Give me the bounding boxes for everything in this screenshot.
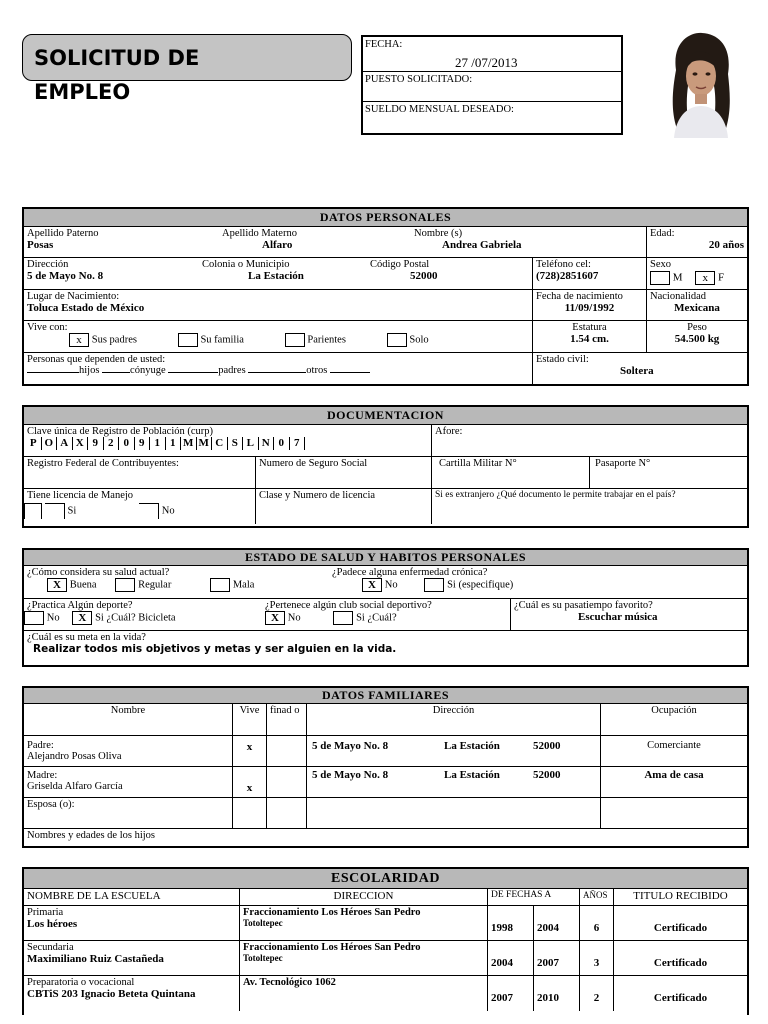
salud-question: ¿Cómo considera su salud actual? <box>27 567 170 578</box>
meta-value[interactable]: Realizar todos mis objetivos y metas y ser alguien en la vida. <box>33 643 397 655</box>
curp-value[interactable] <box>26 437 428 450</box>
padre-row <box>24 736 747 767</box>
meta-question: ¿Cuál es su meta en la vida? <box>27 632 146 643</box>
esposa-row <box>24 798 747 829</box>
cronica-no-label: No <box>384 579 398 591</box>
nacionalidad-label: Nacionalidad <box>650 291 706 302</box>
apellido-paterno-value[interactable]: Posas <box>27 239 54 251</box>
col-titulo: TITULO RECIBIDO <box>633 890 728 902</box>
club-question: ¿Pertenece algún club social deportivo? <box>265 600 432 611</box>
estatura-label: Estatura <box>572 322 607 333</box>
col-direccion-escuela: DIRECCION <box>240 889 488 905</box>
telefono-value[interactable]: (728)2851607 <box>536 270 599 282</box>
col-fechas: DE FECHAS A <box>488 889 580 905</box>
edad-value[interactable]: 20 años <box>708 239 744 251</box>
col-direccion: Dirección <box>307 704 601 735</box>
apellido-materno-value[interactable]: Alfaro <box>262 239 293 251</box>
vive-solo-checkbox[interactable] <box>387 333 407 347</box>
nivel-label: Secundaria <box>27 942 74 953</box>
familiares-section <box>22 686 749 848</box>
escuela-direccion-2[interactable]: Totoltepec <box>243 918 283 928</box>
fecha-de[interactable]: 2007 <box>488 976 534 1011</box>
fecha-de[interactable]: 1998 <box>488 906 534 940</box>
club-si-checkbox[interactable] <box>333 611 353 625</box>
telefono-label: Teléfono cel: <box>536 259 591 270</box>
padre-finado[interactable] <box>267 736 307 766</box>
escuela-direccion[interactable]: Av. Tecnológico 1062 <box>243 977 336 988</box>
sexo-m-checkbox[interactable] <box>650 271 670 285</box>
curp-char: L <box>243 437 259 450</box>
nss-label[interactable]: Numero de Seguro Social <box>259 458 368 469</box>
vive-parientes-checkbox[interactable] <box>285 333 305 347</box>
cronica-si-label: Si (especifique) <box>447 579 514 591</box>
salud-regular-checkbox[interactable] <box>115 578 135 592</box>
nacionalidad-value[interactable]: Mexicana <box>674 302 720 314</box>
col-anos: AÑOS <box>580 889 614 905</box>
datos-personales-section <box>22 207 749 386</box>
lugar-nacimiento-label: Lugar de Nacimiento: <box>27 291 120 302</box>
pasatiempo-value[interactable]: Escuchar música <box>578 611 658 623</box>
curp-char: M <box>197 437 213 450</box>
fecha-nacimiento-label: Fecha de nacimiento <box>536 291 623 302</box>
anos-value[interactable]: 6 <box>580 906 614 940</box>
sexo-f-label: F <box>718 271 725 284</box>
dep-hijos: hijos <box>79 365 100 376</box>
escolaridad-section <box>22 867 749 1015</box>
curp-char: A <box>57 437 73 450</box>
escuela-direccion[interactable]: Fraccionamiento Los Héroes San Pedro <box>243 942 421 953</box>
madre-colonia[interactable]: La Estación <box>444 769 500 781</box>
salud-section <box>22 548 749 667</box>
curp-label: Clave única de Registro de Población (curp) <box>27 426 214 437</box>
sexo-m-label: M <box>672 271 683 284</box>
curp-char: 0 <box>274 437 290 450</box>
salud-buena-label: Buena <box>69 579 97 591</box>
anos-value[interactable]: 2 <box>580 976 614 1011</box>
extranjero-label[interactable]: Si es extranjero ¿Qué documento le permite trabajar en el país? <box>435 490 676 500</box>
vive-con-label: Vive con: <box>27 322 68 333</box>
salud-title: ESTADO DE SALUD Y HABITOS PERSONALES <box>24 550 747 566</box>
curp-char: 7 <box>290 437 306 450</box>
salud-mala-checkbox[interactable] <box>210 578 230 592</box>
escolaridad-row <box>24 906 747 941</box>
licencia-no-label: No <box>161 505 175 517</box>
fecha-de[interactable]: 2004 <box>488 941 534 975</box>
deporte-question: ¿Practica Algún deporte? <box>27 600 133 611</box>
salud-regular-label: Regular <box>138 579 172 591</box>
fecha-value[interactable]: 27 /07/2013 <box>455 55 518 70</box>
licencia-si-label: Si <box>67 505 77 517</box>
deporte-si-checkbox[interactable]: X <box>72 611 92 625</box>
curp-char: X <box>73 437 89 450</box>
esposa-label[interactable]: Esposa (o): <box>27 799 75 810</box>
col-nombre: Nombre <box>24 704 233 735</box>
pasaporte-label[interactable]: Pasaporte N° <box>595 458 651 469</box>
curp-char: N <box>259 437 275 450</box>
direccion-value[interactable]: 5 de Mayo No. 8 <box>27 270 104 282</box>
peso-value[interactable]: 54.500 kg <box>674 333 720 345</box>
curp-char: 1 <box>166 437 182 450</box>
direccion-label: Dirección <box>27 259 69 270</box>
deporte-si-label: Si ¿Cuál? Bicicleta <box>95 612 176 624</box>
sexo-label: Sexo <box>650 259 671 270</box>
col-finado: finad o <box>267 704 307 735</box>
vive-padres-checkbox[interactable]: x <box>69 333 89 347</box>
rfc-label[interactable]: Registro Federal de Contribuyentes: <box>27 458 179 469</box>
fecha-a[interactable]: 2010 <box>534 976 580 1011</box>
vive-familia-label: Su familia <box>200 334 244 346</box>
applicant-photo <box>662 30 738 138</box>
form-title-line1: SOLICITUD DE <box>34 46 200 70</box>
escolaridad-row <box>24 941 747 976</box>
vive-solo-label: Solo <box>409 334 429 346</box>
escolaridad-title: ESCOLARIDAD <box>24 869 747 889</box>
cronica-si-checkbox[interactable] <box>424 578 444 592</box>
salud-mala-label: Mala <box>232 579 255 591</box>
curp-char: S <box>228 437 244 450</box>
deporte-no-checkbox[interactable] <box>24 611 44 625</box>
deporte-no-label: No <box>46 612 60 624</box>
pasatiempo-question: ¿Cuál es su pasatiempo favorito? <box>514 600 653 611</box>
club-si-label: Si ¿Cuál? <box>356 612 397 624</box>
peso-label: Peso <box>687 322 707 333</box>
anos-value[interactable]: 3 <box>580 941 614 975</box>
escuela-nombre[interactable]: Maximiliano Ruiz Castañeda <box>27 953 164 965</box>
padre-direccion[interactable]: 5 de Mayo No. 8 <box>312 740 389 752</box>
escuela-nombre[interactable]: CBTiS 203 Ignacio Beteta Quintana <box>27 988 196 1000</box>
curp-char: 2 <box>104 437 120 450</box>
club-no-checkbox[interactable]: X <box>265 611 285 625</box>
cp-label: Código Postal <box>370 259 430 270</box>
madre-label: Madre: <box>27 770 58 781</box>
cronica-no-checkbox[interactable]: X <box>362 578 382 592</box>
estado-civil-value[interactable]: Soltera <box>620 365 654 377</box>
madre-nombre[interactable]: Griselda Alfaro García <box>27 781 123 792</box>
documentacion-title: DOCUMENTACION <box>24 407 747 425</box>
col-escuela: NOMBRE DE LA ESCUELA <box>24 889 240 905</box>
licencia-no-checkbox[interactable] <box>139 503 159 519</box>
curp-char: C <box>212 437 228 450</box>
lugar-nacimiento-value[interactable]: Toluca Estado de México <box>27 302 145 314</box>
nivel-label: Preparatoria o vocacional <box>27 977 135 988</box>
padre-label: Padre: <box>27 740 54 751</box>
padre-ocupacion[interactable]: Comerciante <box>647 740 701 751</box>
club-no-label: No <box>287 612 301 624</box>
vive-padres-label: Sus padres <box>91 334 137 346</box>
apellido-materno-label: Apellido Materno <box>222 228 297 239</box>
afore-label[interactable]: Afore: <box>435 426 463 437</box>
curp-char: 1 <box>150 437 166 450</box>
form-title-line2: EMPLEO <box>34 80 131 104</box>
cronica-question: ¿Padece alguna enfermedad crónica? <box>332 567 488 578</box>
cartilla-label[interactable]: Cartilla Militar N° <box>439 458 517 469</box>
curp-char: P <box>26 437 42 450</box>
salud-buena-checkbox[interactable]: X <box>47 578 67 592</box>
sexo-f-checkbox[interactable]: x <box>695 271 715 285</box>
datos-personales-title: DATOS PERSONALES <box>24 209 747 227</box>
documentacion-section <box>22 405 749 528</box>
fecha-label: FECHA: <box>365 39 403 50</box>
curp-char: 0 <box>119 437 135 450</box>
titulo-value[interactable]: Certificado <box>653 992 708 1004</box>
col-vive: Vive <box>233 704 267 735</box>
dep-otros: otros <box>306 365 328 376</box>
escuela-nombre[interactable]: Los héroes <box>27 918 78 930</box>
escuela-direccion[interactable]: Fraccionamiento Los Héroes San Pedro <box>243 907 421 918</box>
hijos-label[interactable]: Nombres y edades de los hijos <box>27 830 156 841</box>
vive-familia-checkbox[interactable] <box>178 333 198 347</box>
header-info-box <box>361 35 623 135</box>
vive-parientes-label: Parientes <box>307 334 346 346</box>
colonia-value[interactable]: La Estación <box>248 270 304 282</box>
madre-direccion[interactable]: 5 de Mayo No. 8 <box>312 769 389 781</box>
madre-cp[interactable]: 52000 <box>533 769 561 781</box>
curp-char: 9 <box>135 437 151 450</box>
sueldo-label[interactable]: SUELDO MENSUAL DESEADO: <box>365 104 514 115</box>
licencia-label: Tiene licencia de Manejo <box>27 490 134 501</box>
clase-licencia-label[interactable]: Clase y Numero de licencia <box>259 490 376 501</box>
madre-ocupacion[interactable]: Ama de casa <box>644 769 704 781</box>
escolaridad-row <box>24 976 747 1011</box>
edad-label: Edad: <box>650 228 675 239</box>
estado-civil-label: Estado civil: <box>536 354 589 365</box>
madre-finado[interactable] <box>267 767 307 797</box>
familiares-title: DATOS FAMILIARES <box>24 688 747 704</box>
fecha-a[interactable]: 2007 <box>534 941 580 975</box>
dep-conyuge: cónyuge <box>130 365 166 376</box>
cp-value[interactable]: 52000 <box>410 270 438 282</box>
curp-char: O <box>42 437 58 450</box>
titulo-value[interactable]: Certificado <box>653 922 708 934</box>
nombre-label: Nombre (s) <box>414 228 463 239</box>
curp-char: M <box>181 437 197 450</box>
licencia-si-checkbox[interactable] <box>45 503 65 519</box>
fecha-nacimiento-value[interactable]: 11/09/1992 <box>564 302 615 314</box>
nombre-value[interactable]: Andrea Gabriela <box>442 239 522 251</box>
fecha-a[interactable]: 2004 <box>534 906 580 940</box>
nivel-label: Primaria <box>27 907 64 918</box>
padre-colonia[interactable]: La Estación <box>444 740 500 752</box>
dep-padres: padres <box>218 365 246 376</box>
escuela-direccion-2[interactable]: Totoltepec <box>243 953 283 963</box>
puesto-label[interactable]: PUESTO SOLICITADO: <box>365 74 473 85</box>
curp-char: 9 <box>88 437 104 450</box>
col-ocupacion: Ocupación <box>651 705 697 716</box>
madre-row <box>24 767 747 798</box>
colonia-label: Colonia o Municipio <box>202 259 290 270</box>
padre-nombre[interactable]: Alejandro Posas Oliva <box>27 751 122 762</box>
madre-vive[interactable]: x <box>233 767 267 797</box>
padre-vive[interactable]: x <box>233 736 267 766</box>
padre-cp[interactable]: 52000 <box>533 740 561 752</box>
apellido-paterno-label: Apellido Paterno <box>27 228 99 239</box>
titulo-value[interactable]: Certificado <box>653 957 708 969</box>
estatura-value[interactable]: 1.54 cm. <box>570 333 609 345</box>
dependientes-label: Personas que dependen de usted: <box>27 354 166 365</box>
